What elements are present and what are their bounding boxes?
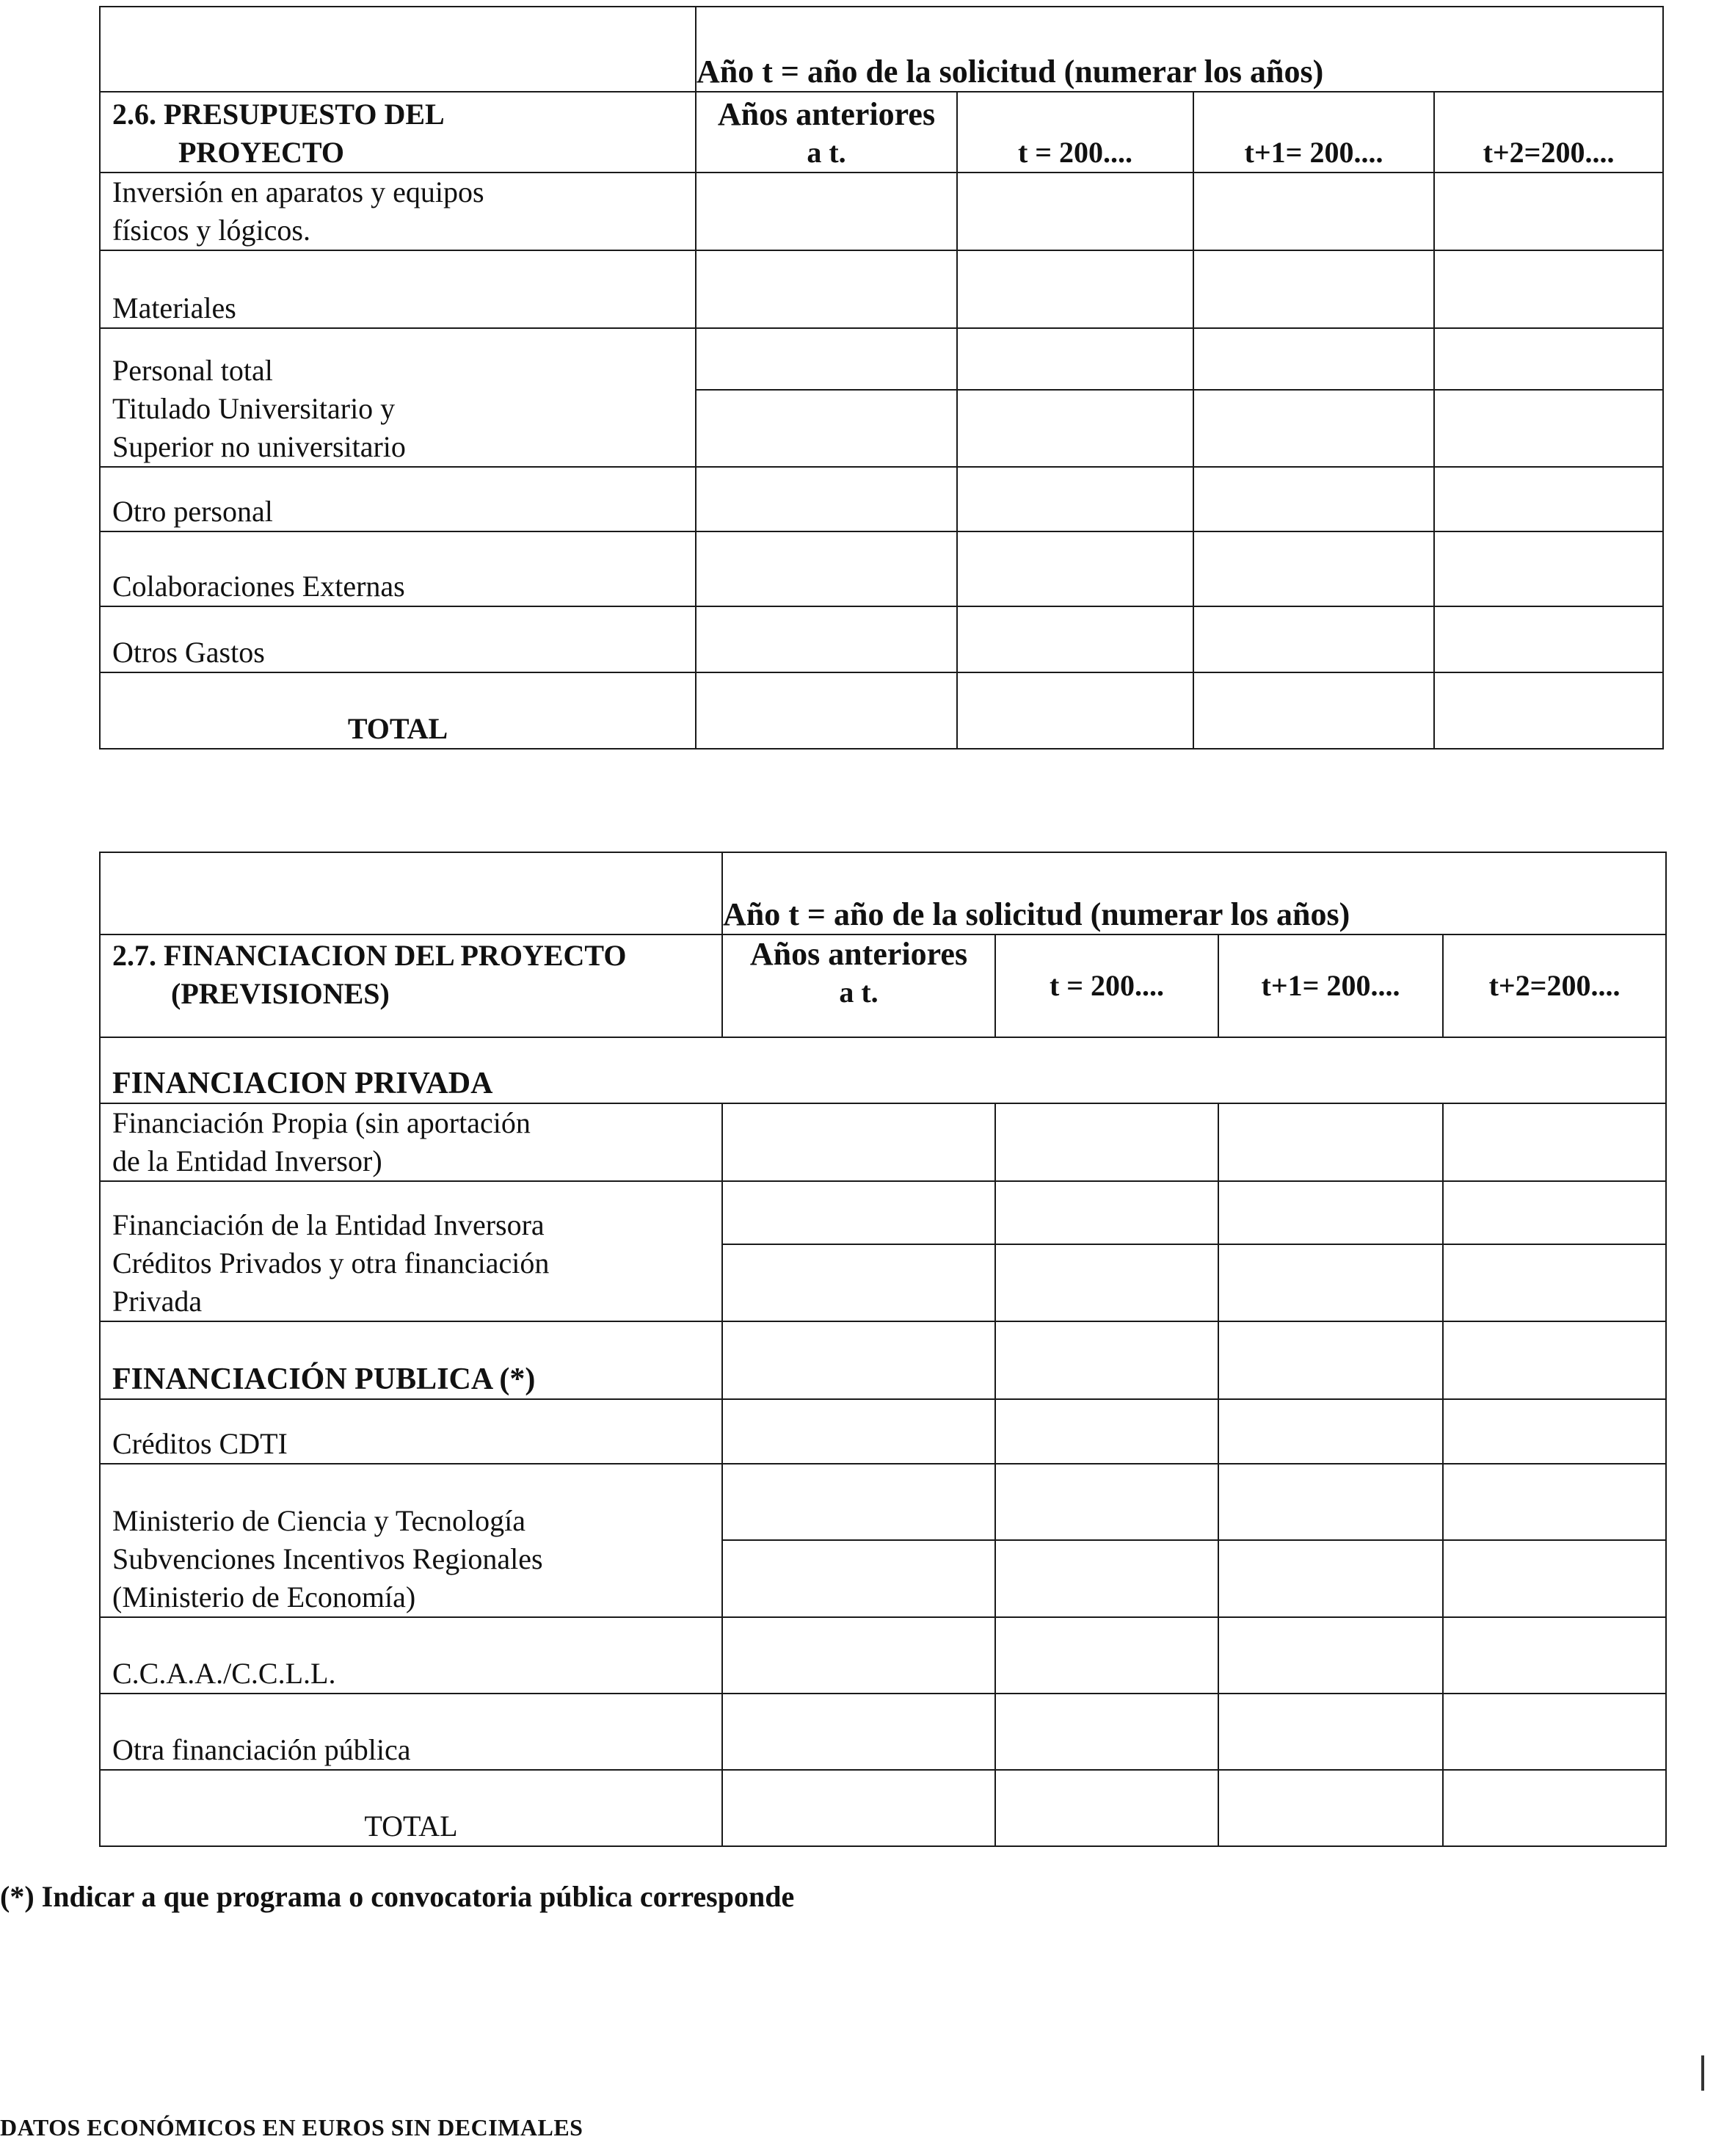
budget-col-t2: t+2=200.... <box>1434 92 1663 173</box>
table-row <box>100 1181 1666 1244</box>
budget-col-prev-line1: Años anteriores <box>717 96 936 132</box>
cell[interactable] <box>696 606 957 672</box>
financing-row-label: Créditos CDTI <box>100 1399 722 1464</box>
cell[interactable] <box>722 1770 995 1846</box>
table-row <box>100 467 1663 531</box>
cell[interactable] <box>1434 606 1663 672</box>
cell[interactable] <box>1443 1464 1666 1540</box>
cell[interactable] <box>995 1694 1218 1770</box>
financing-row-label: C.C.A.A./C.C.L.L. <box>100 1617 722 1694</box>
financing-title <box>100 934 722 1037</box>
table-row <box>100 1770 1666 1846</box>
cell[interactable] <box>995 1244 1218 1321</box>
financing-caption: Año t = año de la solicitud (numerar los años) <box>722 852 1666 934</box>
financing-row-label: Financiación de la Entidad Inversora <box>100 1181 722 1244</box>
table-row <box>100 1694 1666 1770</box>
cell[interactable] <box>1434 467 1663 531</box>
cell[interactable] <box>1193 606 1434 672</box>
cell[interactable] <box>696 250 957 328</box>
table-row <box>100 606 1663 672</box>
footnote: (*) Indicar a que programa o convocatoria pública corresponde <box>0 1880 795 1913</box>
table-row <box>100 390 1663 467</box>
cell[interactable] <box>722 1244 995 1321</box>
cell[interactable] <box>722 1321 995 1399</box>
cell[interactable] <box>1434 328 1663 390</box>
cell[interactable] <box>1443 1181 1666 1244</box>
cell[interactable] <box>696 672 957 749</box>
financing-col-prev <box>722 934 995 1037</box>
cell[interactable] <box>1218 1540 1443 1617</box>
cell[interactable] <box>1443 1770 1666 1846</box>
cell[interactable] <box>1193 390 1434 467</box>
cell[interactable] <box>1443 1540 1666 1617</box>
cell[interactable] <box>1193 173 1434 250</box>
budget-total-label: TOTAL <box>100 672 696 749</box>
table-row <box>100 1464 1666 1540</box>
cell[interactable] <box>1193 250 1434 328</box>
cell[interactable] <box>696 390 957 467</box>
financing-table <box>99 852 1667 1847</box>
cell[interactable] <box>722 1694 995 1770</box>
table-row <box>100 1399 1666 1464</box>
cell[interactable] <box>1218 1617 1443 1694</box>
financing-row-label: Créditos Privados y otra financiación Privada <box>100 1244 722 1321</box>
cell[interactable] <box>1443 1103 1666 1181</box>
financing-row-label: Ministerio de Ciencia y Tecnología <box>100 1464 722 1540</box>
budget-table <box>99 6 1664 749</box>
budget-title-line1: 2.6. PRESUPUESTO DEL <box>112 98 445 131</box>
financing-row-label: Subvenciones Incentivos Regionales (Ministerio de Economía) <box>100 1540 722 1617</box>
table-row <box>100 1540 1666 1617</box>
cell[interactable] <box>1218 1181 1443 1244</box>
table-row <box>100 531 1663 606</box>
budget-title <box>100 92 696 173</box>
budget-col-prev-line2: a t. <box>807 136 846 169</box>
cell[interactable] <box>1218 1694 1443 1770</box>
budget-row-label: Colaboraciones Externas <box>100 531 696 606</box>
cell[interactable] <box>957 531 1193 606</box>
financing-col-t1: t+1= 200.... <box>1218 934 1443 1037</box>
cell[interactable] <box>957 250 1193 328</box>
financing-col-t2: t+2=200.... <box>1443 934 1666 1037</box>
cell[interactable] <box>957 467 1193 531</box>
cell[interactable] <box>995 1181 1218 1244</box>
table-row <box>100 672 1663 749</box>
cell[interactable] <box>696 173 957 250</box>
cell[interactable] <box>995 1770 1218 1846</box>
cell[interactable] <box>1434 672 1663 749</box>
financing-col-t: t = 200.... <box>995 934 1218 1037</box>
cell[interactable] <box>957 606 1193 672</box>
cell[interactable] <box>1443 1244 1666 1321</box>
cell[interactable] <box>995 1464 1218 1540</box>
financing-col-prev-line2: a t. <box>839 976 879 1009</box>
cell[interactable] <box>1193 531 1434 606</box>
table-row <box>100 173 1663 250</box>
cell[interactable] <box>1218 1770 1443 1846</box>
cell[interactable] <box>1218 1244 1443 1321</box>
cell[interactable] <box>696 328 957 390</box>
cell[interactable] <box>722 1399 995 1464</box>
cell[interactable] <box>957 173 1193 250</box>
cell[interactable] <box>722 1540 995 1617</box>
cell[interactable] <box>1218 1399 1443 1464</box>
cell[interactable] <box>1218 1103 1443 1181</box>
table-row <box>100 250 1663 328</box>
cell[interactable] <box>1434 250 1663 328</box>
financing-title-line1: 2.7. FINANCIACION DEL PROYECTO <box>112 939 627 972</box>
budget-row-label: Otro personal <box>100 467 696 531</box>
table-row <box>100 1321 1666 1399</box>
cell[interactable] <box>995 1617 1218 1694</box>
cell[interactable] <box>722 1103 995 1181</box>
cell[interactable] <box>957 328 1193 390</box>
cell[interactable] <box>1443 1321 1666 1399</box>
cell[interactable] <box>995 1399 1218 1464</box>
cell[interactable] <box>1434 531 1663 606</box>
cell[interactable] <box>995 1321 1218 1399</box>
budget-col-t1: t+1= 200.... <box>1193 92 1434 173</box>
budget-row-label: Otros Gastos <box>100 606 696 672</box>
cell[interactable] <box>722 1181 995 1244</box>
financing-col-prev-line1: Años anteriores <box>749 936 968 972</box>
cell[interactable] <box>722 1464 995 1540</box>
financing-title-line2: (PREVISIONES) <box>171 977 390 1010</box>
budget-row-label: Personal total <box>100 328 696 390</box>
budget-row-label: Inversión en aparatos y equipos físicos y lógicos. <box>100 173 696 250</box>
table-row <box>100 1244 1666 1321</box>
cell[interactable] <box>696 531 957 606</box>
cell[interactable] <box>1218 1321 1443 1399</box>
public-financing-heading: FINANCIACIÓN PUBLICA (*) <box>100 1321 722 1399</box>
financing-total-label: TOTAL <box>100 1770 722 1846</box>
budget-col-t: t = 200.... <box>957 92 1193 173</box>
cell[interactable] <box>1443 1694 1666 1770</box>
cell[interactable] <box>995 1103 1218 1181</box>
budget-row-label: Materiales <box>100 250 696 328</box>
table-row <box>100 328 1663 390</box>
budget-row-label: Titulado Universitario y Superior no universitario <box>100 390 696 467</box>
budget-title-line2: PROYECTO <box>178 136 344 169</box>
cell[interactable] <box>1193 672 1434 749</box>
cell[interactable] <box>957 672 1193 749</box>
cell[interactable] <box>957 390 1193 467</box>
budget-caption: Año t = año de la solicitud (numerar los años) <box>696 7 1663 92</box>
cell[interactable] <box>1218 1464 1443 1540</box>
table-row <box>100 1617 1666 1694</box>
cell[interactable] <box>1193 467 1434 531</box>
cell[interactable] <box>696 467 957 531</box>
financing-row-label: Financiación Propia (sin aportación de la Entidad Inversor) <box>100 1103 722 1181</box>
cell[interactable] <box>1443 1617 1666 1694</box>
cell[interactable] <box>722 1617 995 1694</box>
budget-col-prev <box>696 92 957 173</box>
cell[interactable] <box>1443 1399 1666 1464</box>
cell[interactable] <box>1434 390 1663 467</box>
scan-edge-mark <box>1701 2055 1704 2091</box>
financing-row-label: Otra financiación pública <box>100 1694 722 1770</box>
private-financing-heading: FINANCIACION PRIVADA <box>100 1037 1666 1103</box>
table-row <box>100 1103 1666 1181</box>
cell[interactable] <box>1434 173 1663 250</box>
cell[interactable] <box>1193 328 1434 390</box>
footer-note: DATOS ECONÓMICOS EN EUROS SIN DECIMALES <box>0 2114 583 2141</box>
cell[interactable] <box>995 1540 1218 1617</box>
